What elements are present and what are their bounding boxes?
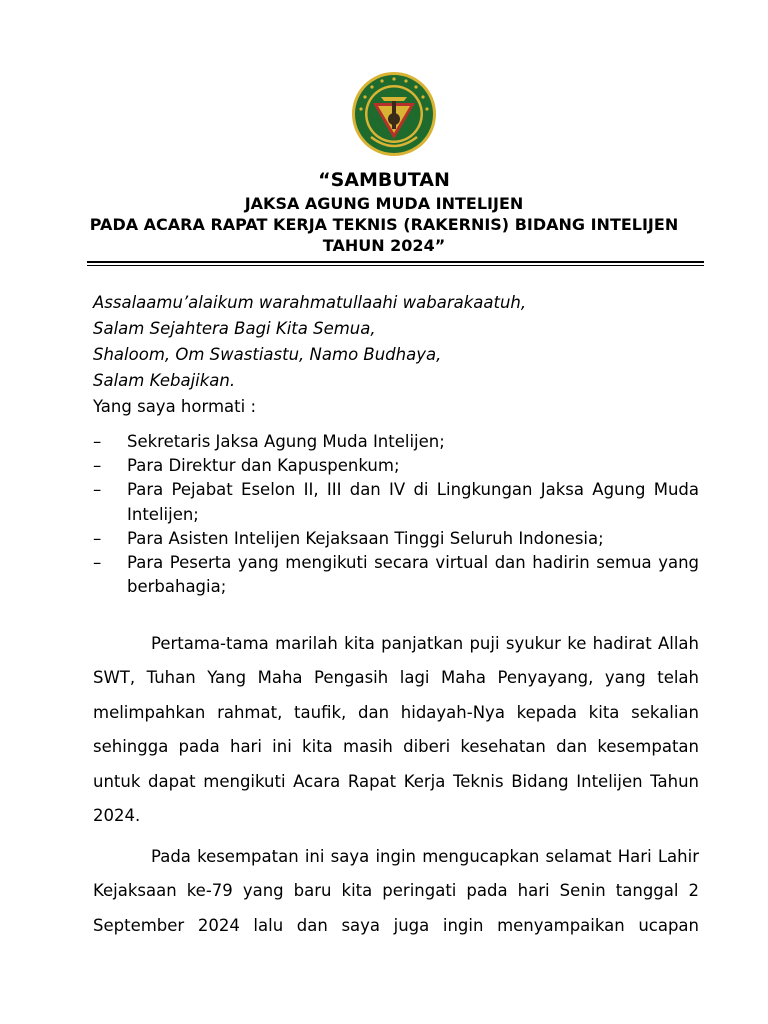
paragraph-line: Pertama-tama marilah kita panjatkan puji syukur ke hadirat Allah xyxy=(151,634,699,653)
respected-intro: Yang saya hormati : xyxy=(93,397,257,416)
paragraph-line: sehingga pada hari ini kita masih diberi kesehatan dan kesempatan xyxy=(93,737,699,757)
dash-bullet: – xyxy=(93,553,102,573)
event-title: PADA ACARA RAPAT KERJA TEKNIS (RAKERNIS) BIDANG INTELIJEN xyxy=(89,215,679,234)
header-divider-thin xyxy=(87,265,704,266)
body-paragraph-1 xyxy=(93,627,699,833)
greeting-line: Salam Sejahtera Bagi Kita Semua, xyxy=(93,319,376,338)
list-item xyxy=(93,551,699,599)
dash-bullet: – xyxy=(93,528,102,548)
list-item-text: Para Pejabat Eselon II, III dan IV di Lingkungan Jaksa Agung Muda Intelijen; xyxy=(127,480,699,524)
list-item-text: Para Peserta yang mengikuti secara virtual dan hadirin semua yang berbahagia; xyxy=(127,553,699,597)
paragraph-line: September 2024 lalu dan saya juga ingin menyampaikan ucapan xyxy=(93,915,699,935)
list-item xyxy=(93,478,699,526)
greeting-line: Assalaamu’alaikum warahmatullaahi wabarakaatuh, xyxy=(93,293,527,312)
greetings-block xyxy=(93,290,703,420)
document-title: “SAMBUTAN xyxy=(318,169,450,191)
greeting-line: Shaloom, Om Swastiastu, Namo Budhaya, xyxy=(93,345,442,364)
body-paragraph-2 xyxy=(93,840,699,943)
greeting-line: Salam Kebajikan. xyxy=(93,371,236,390)
dash-bullet: – xyxy=(93,456,102,476)
event-year: TAHUN 2024” xyxy=(322,236,446,255)
speaker-title: JAKSA AGUNG MUDA INTELIJEN xyxy=(244,194,524,213)
dash-bullet: – xyxy=(93,432,102,451)
list-item xyxy=(93,527,699,551)
header-divider-thick xyxy=(87,261,704,263)
list-item-text: Sekretaris Jaksa Agung Muda Intelijen; xyxy=(127,432,445,451)
paragraph-line: untuk dapat mengikuti Acara Rapat Kerja Teknis Bidang Intelijen Tahun xyxy=(93,771,699,791)
dash-bullet: – xyxy=(93,480,102,500)
list-item-text: Para Asisten Intelijen Kejaksaan Tinggi Seluruh Indonesia; xyxy=(127,528,604,548)
respected-list xyxy=(93,430,699,599)
paragraph-line: Pada kesempatan ini saya ingin mengucapkan selamat Hari Lahir xyxy=(151,847,699,866)
list-item xyxy=(93,430,699,454)
paragraph-line: melimpahkan rahmat, taufik, dan hidayah-Nya kepada kita sekalian xyxy=(93,702,699,722)
kejaksaan-logo-emblem xyxy=(351,71,437,157)
list-item-text: Para Direktur dan Kapuspenkum; xyxy=(127,456,400,476)
paragraph-line: 2024. xyxy=(93,805,141,825)
list-item xyxy=(93,454,699,478)
paragraph-line: SWT, Tuhan Yang Maha Pengasih lagi Maha Penyayang, yang telah xyxy=(93,668,699,688)
paragraph-line: Kejaksaan ke-79 yang baru kita peringati pada hari Senin tanggal 2 xyxy=(93,881,699,901)
